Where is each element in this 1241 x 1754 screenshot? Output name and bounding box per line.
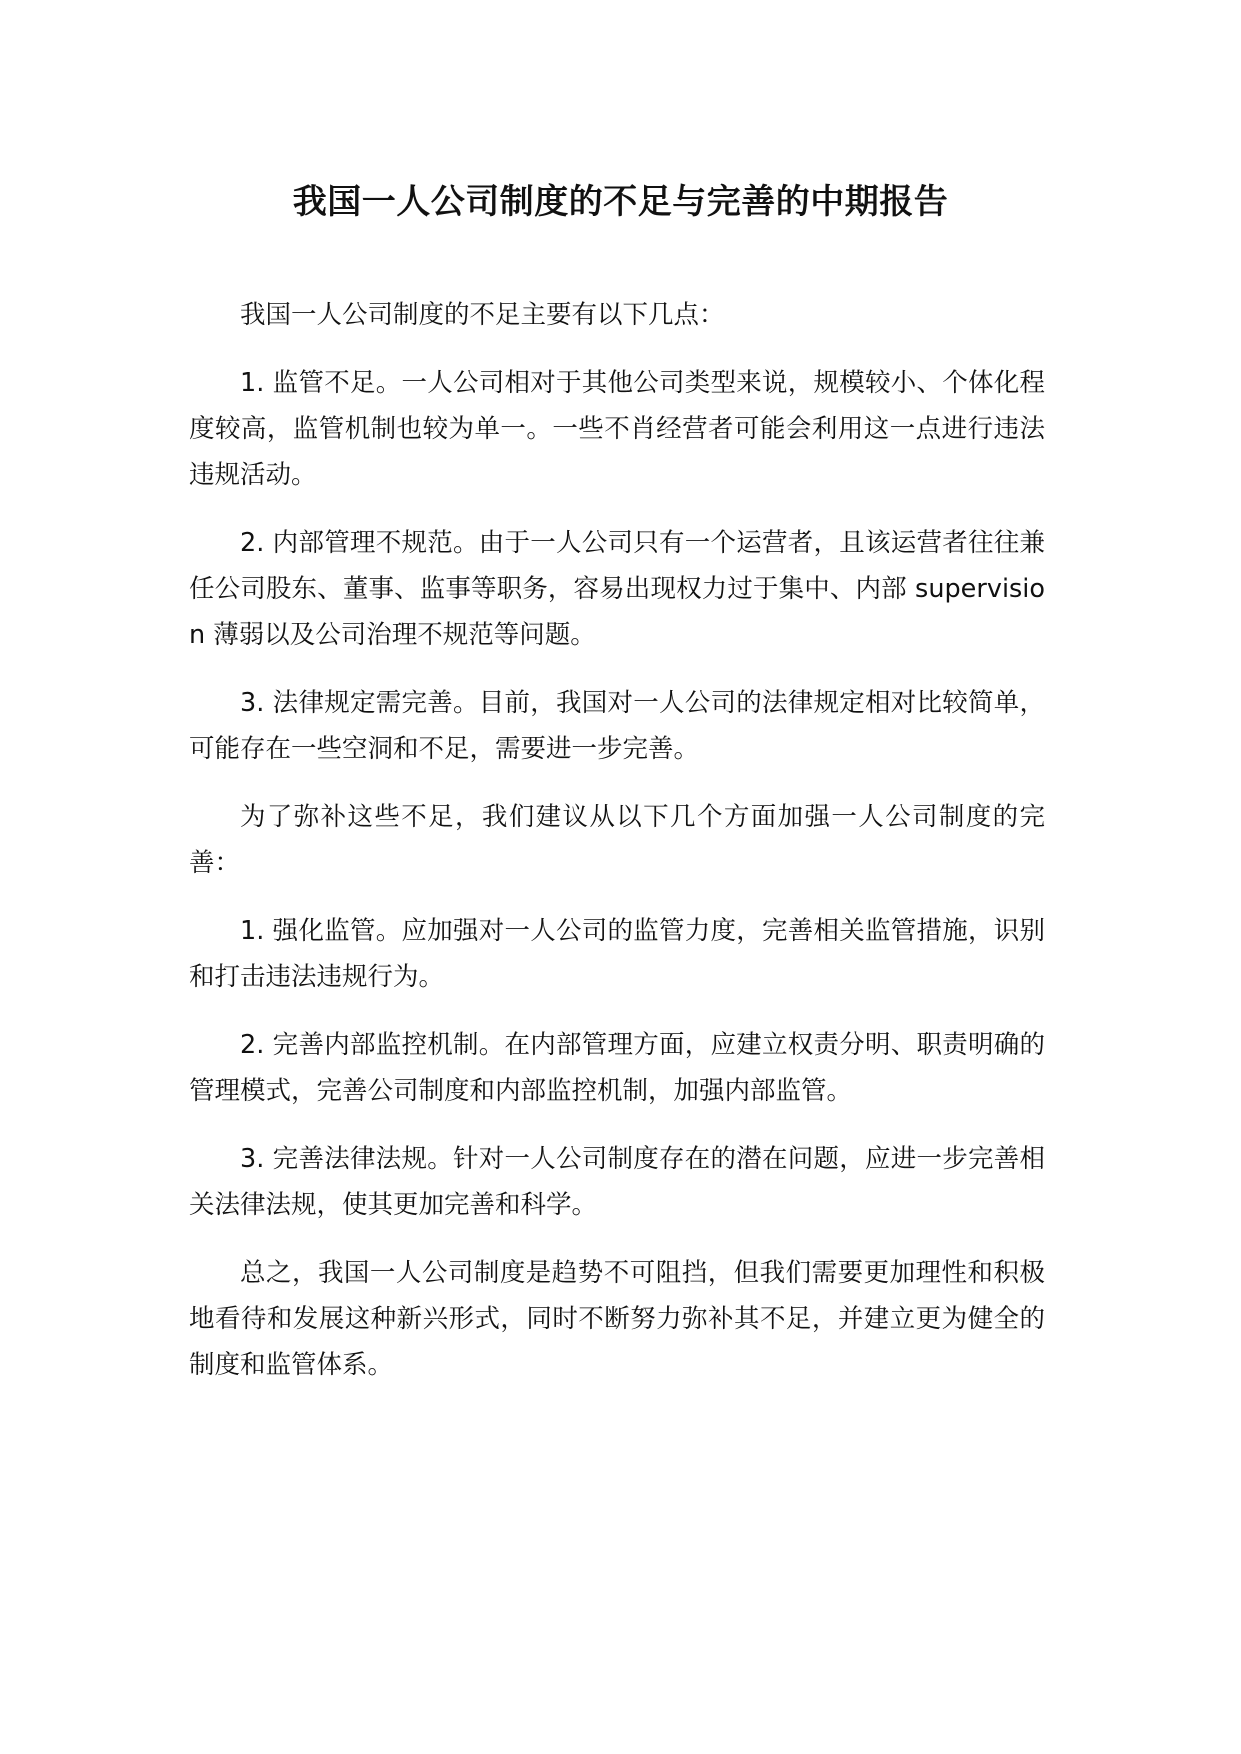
paragraph-suggestion-intro: 为了弥补这些不足，我们建议从以下几个方面加强一人公司制度的完善：	[189, 802, 1045, 878]
paragraph-conclusion: 总之，我国一人公司制度是趋势不可阻挡，但我们需要更加理性和积极地看待和发展这种新兴形式，同时不断努力弥补其不足，并建立更为健全的制度和监管体系。	[189, 1258, 1045, 1380]
paragraph-issue-1: 1. 监管不足。一人公司相对于其他公司类型来说，规模较小、个体化程度较高，监管机制也较为单一。一些不肖经营者可能会利用这一点进行违法违规活动。	[189, 368, 1045, 490]
paragraph-suggestion-3: 3. 完善法律法规。针对一人公司制度存在的潜在问题，应进一步完善相关法律法规，使其更加完善和科学。	[189, 1144, 1045, 1220]
paragraph-issue-3: 3. 法律规定需完善。目前，我国对一人公司的法律规定相对比较简单，可能存在一些空洞和不足，需要进一步完善。	[189, 688, 1045, 764]
paragraph-suggestion-2: 2. 完善内部监控机制。在内部管理方面，应建立权责分明、职责明确的管理模式，完善公司制度和内部监控机制，加强内部监管。	[189, 1030, 1045, 1106]
document-body	[189, 292, 1045, 1410]
paragraph-intro: 我国一人公司制度的不足主要有以下几点：	[240, 300, 725, 330]
document-title: 我国一人公司制度的不足与完善的中期报告	[292, 182, 949, 222]
paragraph-suggestion-1: 1. 强化监管。应加强对一人公司的监管力度，完善相关监管措施，识别和打击违法违规行为。	[189, 916, 1045, 992]
paragraph-issue-2: 2. 内部管理不规范。由于一人公司只有一个运营者，且该运营者往往兼任公司股东、董事、监事等职务，容易出现权力过于集中、内部 supervision 薄弱以及公司治理不规范等问题。	[189, 528, 1045, 650]
